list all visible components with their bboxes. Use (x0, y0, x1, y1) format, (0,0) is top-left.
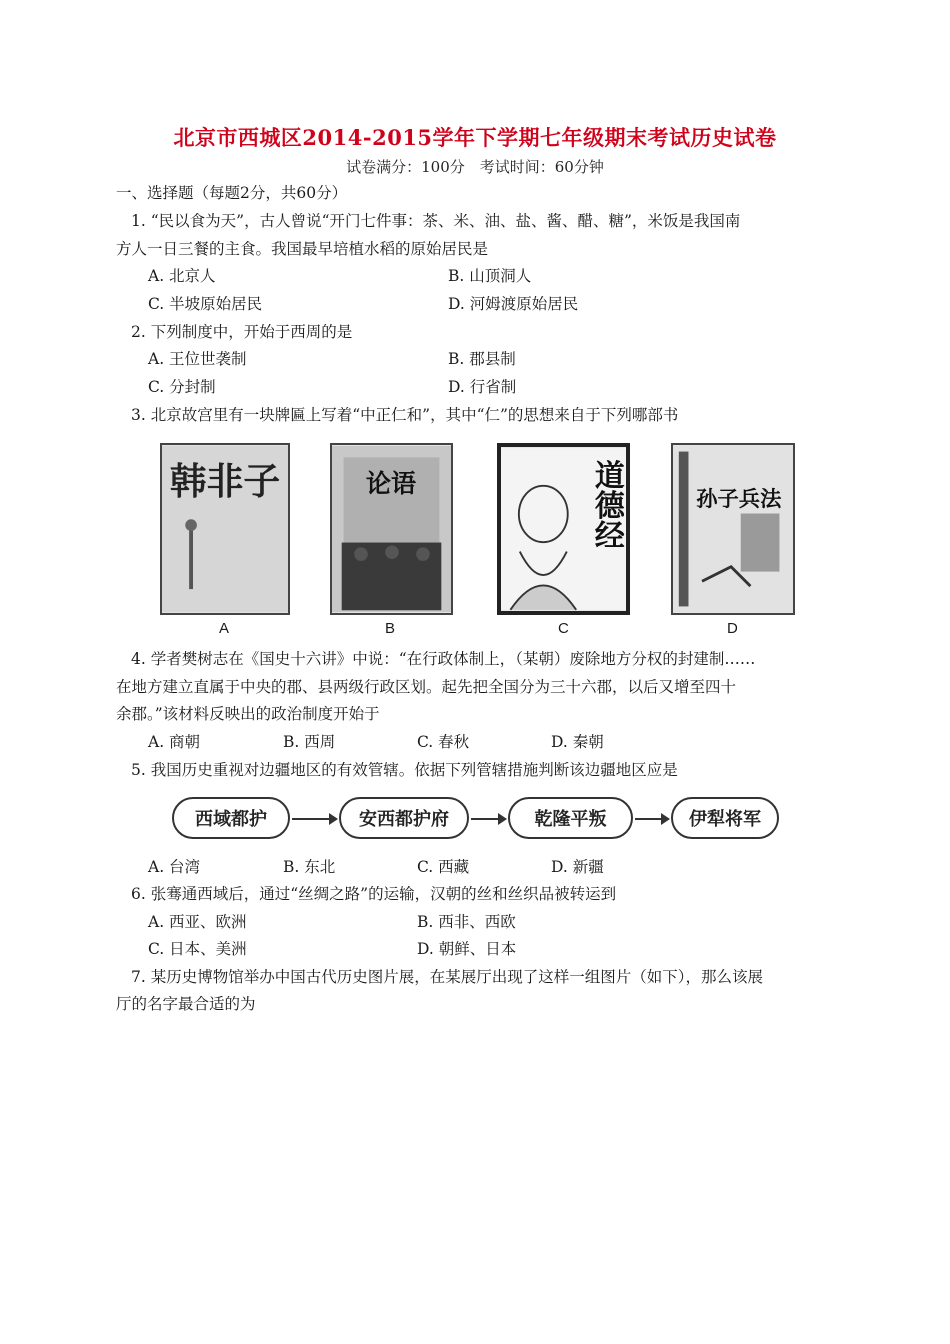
q5-option-a[interactable]: A. 台湾 (148, 858, 201, 876)
q4-stem-line2: 在地方建立直属于中央的郡、县两级行政区划。起先把全国分为三十六郡，以后又增至四十 (116, 678, 737, 696)
flow-step-1: 西域都护 (172, 797, 290, 839)
q2-option-a[interactable]: A. 王位世袭制 (148, 350, 247, 368)
flow-step-4: 伊犁将军 (671, 797, 779, 839)
section-heading: 一、选择题（每题2分，共60分） (116, 184, 348, 202)
q1-stem-line1: 1. “民以食为天”，古人曾说“开门七件事：茶、米、油、盐、酱、醋、糖”，米饭是我国南 (131, 212, 741, 230)
q4-stem-line3: 余郡。”该材料反映出的政治制度开始于 (116, 705, 380, 723)
q2-option-b[interactable]: B. 郡县制 (448, 350, 516, 368)
book-label-d: D (727, 620, 738, 637)
q4-option-a[interactable]: A. 商朝 (148, 733, 201, 751)
book-title-sunzibingfa: 孙子兵法 (696, 486, 782, 512)
q2-option-c[interactable]: C. 分封制 (148, 378, 216, 396)
q5-option-c[interactable]: C. 西藏 (417, 858, 470, 876)
q5-option-d[interactable]: D. 新疆 (551, 858, 604, 876)
exam-subtitle: 试卷满分：100分 考试时间：60分钟 (346, 158, 604, 176)
q6-option-d[interactable]: D. 朝鲜、日本 (417, 940, 517, 958)
book-cover-daodejing-art (501, 447, 626, 611)
book-title-daodejing: 道德经 (588, 459, 624, 550)
q4-stem-line1: 4. 学者樊树志在《国史十六讲》中说：“在行政体制上，（某朝）废除地方分权的封建制…… (131, 650, 756, 668)
q5-stem: 5. 我国历史重视对边疆地区的有效管辖。依据下列管辖措施判断该边疆地区应是 (131, 761, 678, 779)
q7-stem-line2: 厅的名字最合适的为 (116, 995, 256, 1013)
q1-option-d[interactable]: D. 河姆渡原始居民 (448, 295, 579, 313)
flow-step-3: 乾隆平叛 (508, 797, 633, 839)
book-title-lunyu: 论语 (365, 468, 417, 499)
book-label-c: C (558, 620, 569, 637)
q2-option-d[interactable]: D. 行省制 (448, 378, 517, 396)
book-label-b: B (385, 620, 396, 637)
q1-stem-line2: 方人一日三餐的主食。我国最早培植水稻的原始居民是 (116, 240, 489, 258)
book-cover-lunyu[interactable] (330, 443, 453, 615)
q1-option-b[interactable]: B. 山顶洞人 (448, 267, 532, 285)
flow-step-2: 安西都护府 (339, 797, 469, 839)
book-title-hanfeizi: 韩非子 (169, 459, 281, 504)
book-cover-hanfeizi[interactable] (160, 443, 290, 615)
q1-option-a[interactable]: A. 北京人 (148, 267, 216, 285)
q1-option-c[interactable]: C. 半坡原始居民 (148, 295, 263, 313)
q2-stem: 2. 下列制度中，开始于西周的是 (131, 323, 353, 341)
q6-option-c[interactable]: C. 日本、美洲 (148, 940, 247, 958)
flow-arrow-3 (635, 818, 668, 820)
q7-stem-line1: 7. 某历史博物馆举办中国古代历史图片展，在某展厅出现了这样一组图片（如下），那么该展 (131, 968, 763, 986)
flow-arrow-1 (292, 818, 336, 820)
q4-option-b[interactable]: B. 西周 (283, 733, 336, 751)
q4-option-d[interactable]: D. 秦朝 (551, 733, 604, 751)
q6-stem: 6. 张骞通西域后，通过“丝绸之路”的运输，汉朝的丝和丝织品被转运到 (131, 885, 617, 903)
q5-option-b[interactable]: B. 东北 (283, 858, 336, 876)
flow-arrow-2 (471, 818, 505, 820)
exam-title: 北京市西城区2014-2015学年下学期七年级期末考试历史试卷 (173, 125, 777, 150)
q6-option-b[interactable]: B. 西非、西欧 (417, 913, 516, 931)
q3-stem: 3. 北京故宫里有一块牌匾上写着“中正仁和”，其中“仁”的思想来自于下列哪部书 (131, 406, 679, 424)
book-cover-lunyu-art (332, 445, 451, 613)
book-cover-daodejing[interactable] (497, 443, 630, 615)
q4-option-c[interactable]: C. 春秋 (417, 733, 470, 751)
q6-option-a[interactable]: A. 西亚、欧洲 (148, 913, 247, 931)
book-cover-hanfeizi-art (162, 445, 288, 613)
book-cover-sunzibingfa[interactable] (671, 443, 795, 615)
book-label-a: A (219, 620, 230, 637)
book-cover-sunzibingfa-art (673, 445, 793, 613)
